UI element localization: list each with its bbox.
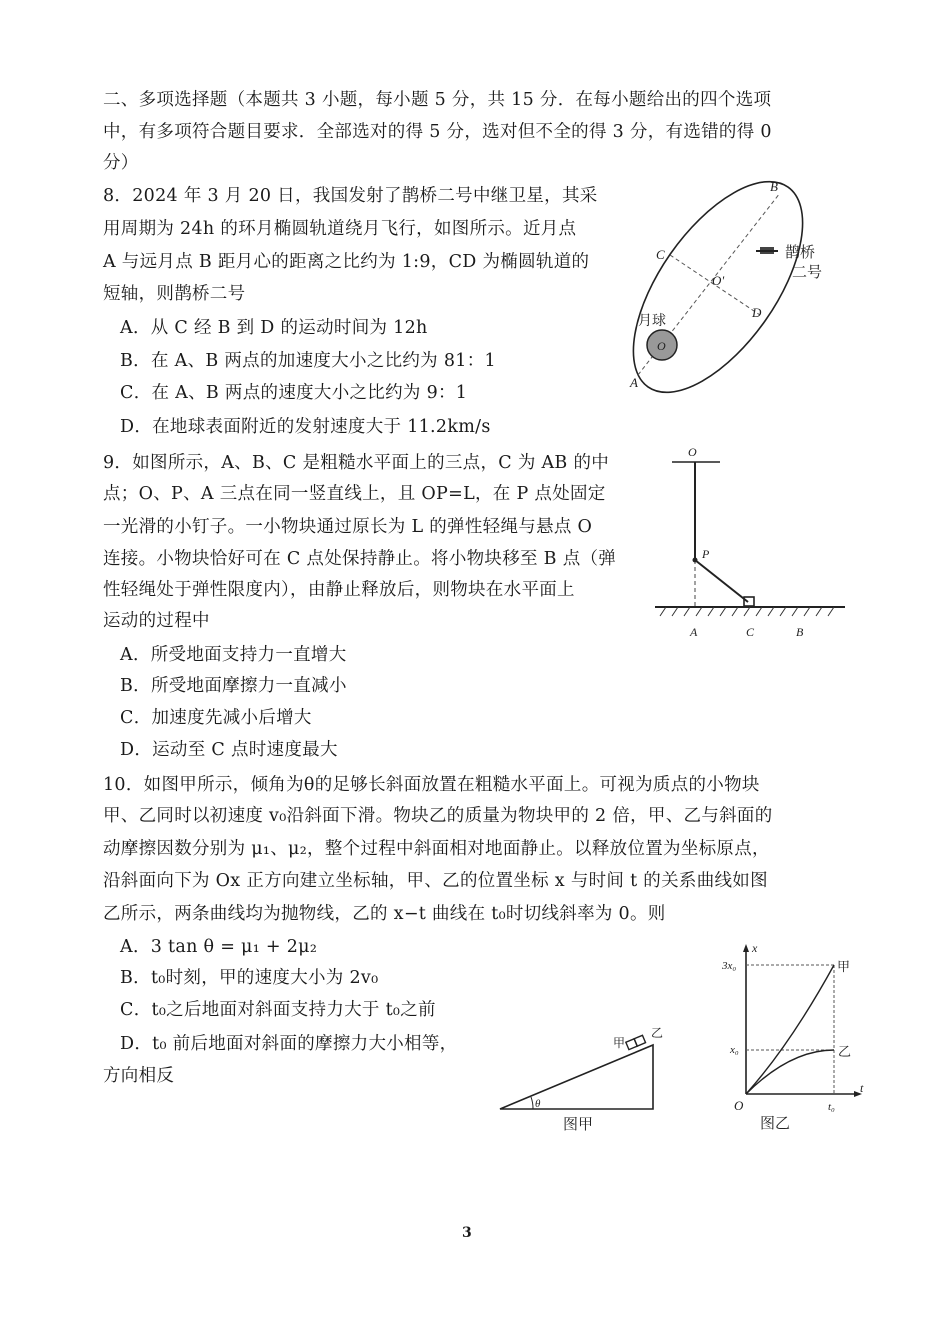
orbit-figure bbox=[620, 175, 840, 395]
label-b: B bbox=[770, 179, 778, 194]
q8-option-c: C．在 A、B 两点的速度大小之比约为 9：1 bbox=[120, 383, 468, 403]
caption-a: 图甲 bbox=[563, 1117, 594, 1133]
label-c: C bbox=[656, 247, 665, 262]
label-yi: 乙 bbox=[838, 1044, 852, 1059]
label-yi: 乙 bbox=[651, 1026, 664, 1040]
label-theta: θ bbox=[535, 1098, 541, 1110]
q8-option-d: D．在地球表面附近的发射速度大于 11.2km/s bbox=[120, 417, 491, 437]
section-line: 分） bbox=[103, 153, 139, 173]
q10-stem-line: 乙所示，两条曲线均为抛物线，乙的 x−t 曲线在 t₀时切线斜率为 0。则 bbox=[103, 904, 666, 924]
q9-option-a: A．所受地面支持力一直增大 bbox=[120, 645, 347, 665]
q9-option-b: B．所受地面摩擦力一直减小 bbox=[120, 676, 347, 696]
q8-option-a: A．从 C 经 B 到 D 的运动时间为 12h bbox=[120, 318, 428, 338]
tick-x0: x₀ bbox=[730, 1044, 739, 1056]
q10-stem-line: 动摩擦因数分别为 μ₁、μ₂，整个过程中斜面相对地面静止。以释放位置为坐标原点， bbox=[103, 839, 770, 859]
q8-stem-line: A 与远月点 B 距月心的距离之比约为 1:9，CD 为椭圆轨道的 bbox=[103, 252, 590, 272]
q10-option-d: D．t₀ 前后地面对斜面的摩擦力大小相等， bbox=[120, 1034, 458, 1054]
tick-t0: t₀ bbox=[828, 1101, 835, 1113]
caption-b: 图乙 bbox=[760, 1116, 791, 1132]
satellite-icon bbox=[756, 247, 778, 254]
label-sat2: 二号 bbox=[792, 265, 823, 281]
label-a: A bbox=[630, 375, 638, 390]
label-o: O bbox=[657, 339, 666, 353]
q8-stem-line: 8．2024 年 3 月 20 日，我国发射了鹊桥二号中继卫星，其采 bbox=[103, 186, 598, 206]
q10-option-c: C．t₀之后地面对斜面支持力大于 t₀之前 bbox=[120, 1000, 436, 1020]
spring-figure bbox=[650, 440, 850, 645]
label-jia: 甲 bbox=[837, 959, 851, 974]
axis-t-label: t bbox=[860, 1081, 864, 1095]
curve-jia bbox=[746, 965, 834, 1094]
q10-stem-line: 沿斜面向下为 Ox 正方向建立坐标轴，甲、乙的位置坐标 x 与时间 t 的关系曲线如图 bbox=[103, 871, 768, 891]
q10-option-b: B．t₀时刻，甲的速度大小为 2v₀ bbox=[120, 968, 379, 988]
origin-label: O bbox=[734, 1098, 744, 1113]
axis-x-label: x bbox=[752, 941, 758, 955]
blocks-icon bbox=[626, 1035, 646, 1049]
label-d: D bbox=[752, 305, 762, 320]
label-o-prime: O' bbox=[712, 273, 725, 288]
label-a: A bbox=[690, 625, 698, 639]
curve-yi bbox=[746, 1050, 834, 1094]
q9-stem-line: 点；O、P、A 三点在同一竖直线上，且 OP=L，在 P 点处固定 bbox=[103, 484, 606, 504]
q9-stem-line: 9．如图所示，A、B、C 是粗糙水平面上的三点，C 为 AB 的中 bbox=[103, 453, 610, 473]
q10-stem-line: 甲、乙同时以初速度 v₀沿斜面下滑。物块乙的质量为物块甲的 2 倍，甲、乙与斜面的 bbox=[103, 806, 773, 826]
page-number: 3 bbox=[462, 1225, 472, 1241]
label-p: P bbox=[702, 547, 710, 561]
q10-stem-line: 10．如图甲所示，倾角为θ的足够长斜面放置在粗糙水平面上。可视为质点的小物块 bbox=[103, 775, 760, 795]
q9-stem-line: 性轻绳处于弹性限度内），由静止释放后，则物块在水平面上 bbox=[103, 580, 575, 600]
label-b: B bbox=[796, 625, 804, 639]
label-o: O bbox=[688, 445, 697, 459]
q9-option-c: C．加速度先减小后增大 bbox=[120, 708, 312, 728]
label-jia: 甲 bbox=[613, 1036, 626, 1050]
xt-graph bbox=[720, 940, 870, 1140]
label-sat1: 鹊桥 bbox=[785, 245, 816, 261]
q10-option-d-cont: 方向相反 bbox=[103, 1066, 175, 1086]
q9-option-d: D．运动至 C 点时速度最大 bbox=[120, 740, 338, 760]
section-line: 中，有多项符合题目要求．全部选对的得 5 分，选对但不全的得 3 分，有选错的得 0 bbox=[103, 122, 772, 142]
incline-figure bbox=[495, 1015, 665, 1135]
tick-3x0: 3x₀ bbox=[722, 960, 737, 972]
q9-stem-line: 连接。小物块恰好可在 C 点处保持静止。将小物块移至 B 点（弹 bbox=[103, 549, 617, 569]
q8-stem-line: 用周期为 24h 的环月椭圆轨道绕月飞行，如图所示。近月点 bbox=[103, 219, 577, 239]
q8-stem-line: 短轴，则鹊桥二号 bbox=[103, 284, 246, 304]
label-moon: 月球 bbox=[638, 314, 666, 329]
section-line: 二、多项选择题（本题共 3 小题，每小题 5 分，共 15 分．在每小题给出的四个选项 bbox=[103, 90, 772, 110]
q8-option-b: B．在 A、B 两点的加速度大小之比约为 81：1 bbox=[120, 351, 496, 371]
label-c: C bbox=[746, 625, 755, 639]
q9-stem-line: 一光滑的小钉子。一小物块通过原长为 L 的弹性轻绳与悬点 O bbox=[103, 517, 593, 537]
q10-option-a: A．3 tan θ = μ₁ + 2μ₂ bbox=[120, 937, 318, 957]
q9-stem-line: 运动的过程中 bbox=[103, 611, 210, 631]
